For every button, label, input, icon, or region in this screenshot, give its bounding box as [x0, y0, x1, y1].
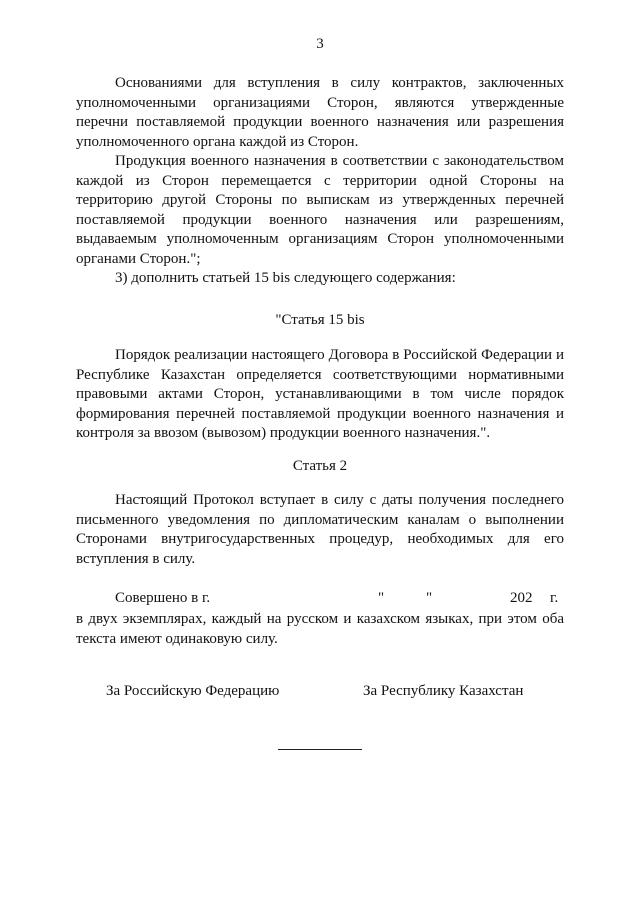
text-block-3 — [76, 491, 564, 569]
paragraph-entry-into-force: Настоящий Протокол вступает в силу с даты получения последнего письменного уведомления по дипломатическим каналам о выполнении Сторонами внутригосударственных процедур, необходимых для его вступления в силу. — [76, 492, 564, 567]
year-value: 202 — [510, 590, 533, 606]
completed-prefix: Совершено в г. — [115, 590, 211, 606]
signature-russia: За Российскую Федерацию — [106, 683, 280, 699]
paragraph-grounds: Основаниями для вступления в силу контрактов, заключенных уполномоченными организациями Сторон, являются утвержденные перечни поставляемой продукции военного назначения или разрешения уполномоченного органа каждой из Сторон. — [76, 75, 564, 150]
year-suffix: г. — [550, 590, 559, 606]
closing-rule — [278, 749, 362, 750]
heading-article-2: Статья 2 — [292, 458, 348, 474]
page-number: 3 — [316, 36, 324, 52]
text-block-2 — [76, 346, 564, 444]
paragraph-military-products: Продукция военного назначения в соответствии с законодательством каждой из Сторон перемещается с территории одной Стороны на территорию другой Стороны по выпискам из утвержденных перечней поставляемой продукции военного назначения или разрешениям, выдаваемым уполномоченным организациям Сторон уполномоченными органами Сторон."; — [76, 153, 564, 267]
text-block-1 — [76, 74, 564, 289]
paragraph-amendment-3: 3) дополнить статьей 15 bis следующего содержания: — [115, 270, 456, 286]
completed-continuation: в двух экземплярах, каждый на русском и казахском языках, при этом оба текста имеют одинаковую силу. — [76, 611, 564, 647]
completed-line — [76, 590, 564, 610]
date-quote-open: " — [378, 590, 385, 606]
paragraph-implementation-order: Порядок реализации настоящего Договора в Российской Федерации и Республике Казахстан определяется соответствующими нормативными правовыми актами Сторон, устанавливающими в том числе порядок формирования перечней поставляемой продукции военного назначения и контроля за ввозом (вывозом) продукции военного назначения.". — [76, 347, 564, 441]
date-quote-close: " — [426, 590, 433, 606]
heading-article-15bis: "Статья 15 bis — [275, 312, 365, 328]
signature-kazakhstan: За Республику Казахстан — [363, 683, 524, 699]
completed-continuation-block — [76, 610, 564, 649]
